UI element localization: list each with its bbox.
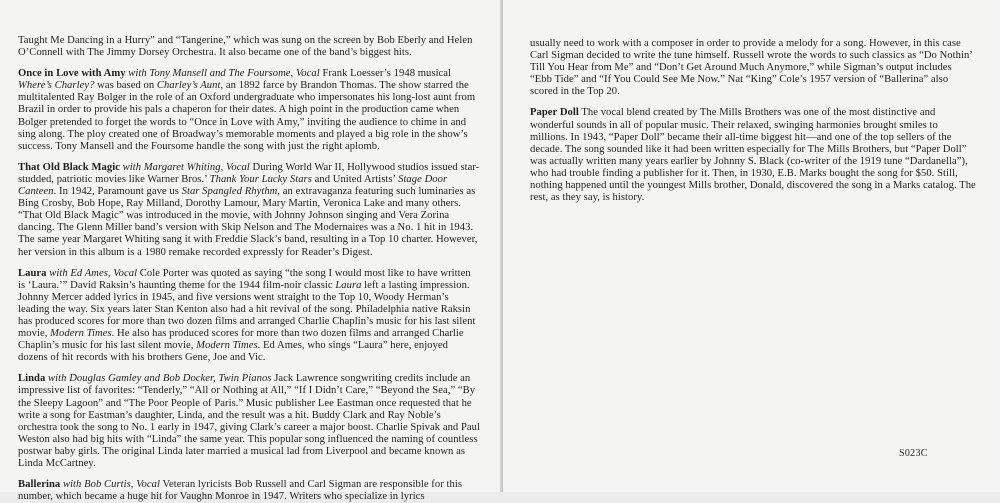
body-text: usually need to work with a composer in order to provide a melody for a song. However, in this case Carl Sigman decided to write the tune himself. Russell wrote the words to such classics as “Do Nothin’ Till You Hear from Me” and “Don’t Get Around Much Anymore,” while Sigman’s output includes “Ebb Tide” and “If You Could See Me Now.” Nat “King” Cole’s 1957 version of “Ballerina” also scored in the Top 20. [530, 38, 973, 98]
song-entry [18, 479, 480, 503]
song-title: Ballerina [18, 479, 61, 491]
song-performer: with Margaret Whiting, Vocal [122, 161, 250, 173]
song-title: Paper Doll [530, 107, 579, 119]
italic-title: Stage Door Canteen [18, 173, 448, 198]
catalog-number: S023C [899, 448, 928, 459]
italic-title: Laura [335, 279, 362, 291]
right-page [503, 0, 1000, 492]
body-text: Taught Me Dancing in a Hurry” and “Tangerine,” which was sung on the screen by Bob Eberly and Helen O’Connell with The Jimmy Dorsey Orchestra. It also became one of the band’s biggest hits. [18, 35, 473, 59]
body-text: . Ed Ames, who sings “Laura” here, enjoyed dozens of hit records with his brothers Gene, Joe and Vic. [18, 340, 449, 364]
song-performer: with Tony Mansell and The Foursome, Vocal [128, 68, 320, 80]
italic-title: Where’s Charley? [18, 80, 95, 92]
continued-text [530, 38, 976, 98]
body-text: , an 1892 farce by Brandon Thomas. The show starred the multitalented Ray Bolger in the role of an Oxford undergraduate who impersonates his long-lost aunt from Brazil in order to provide his pals a chaperon for their dates. A high point in the production came when Bolger pretended to forget the words to “Once in Love with Amy,” inviting the audience to chime in and sing along. The ploy created one of Broadway’s memorable moments and played a big role in the show’s success. Tony Mansell and the Foursome handle the song with just the right aplomb. [18, 80, 476, 152]
left-page-entries [18, 35, 480, 503]
song-title: Laura [18, 267, 47, 279]
song-performer: with Ed Ames, Vocal [49, 267, 138, 279]
body-text: Veteran lyricists Bob Russell and Carl Sigman are responsible for this number, which became a huge hit for Vaughn Monroe in 1947. Writers who specialize in lyrics [18, 479, 462, 503]
body-text: . He also has produced scores for more than two dozen films and arranged Charlie Chaplin’s music for his last silent movie, [18, 328, 464, 352]
body-text: Frank Loesser’s 1948 musical [322, 68, 452, 80]
song-performer: with Bob Curtis, Vocal [62, 479, 160, 491]
song-title: That Old Black Magic [18, 161, 120, 173]
song-entry [18, 68, 480, 153]
body-text: left a lasting impression. Johnny Mercer added lyrics in 1945, and five versions went straight to the Top 10, Woody Herman’s leading the way. Six years later Stan Kenton also had a hit revival of the song. Philadelphia native Raksin has produced scores for more than two dozen films and arranged Charlie Chaplin’s music for his last silent movie, [18, 279, 476, 340]
song-entry [18, 373, 480, 470]
song-entry [18, 162, 480, 259]
body-text: and United Artists’ [311, 173, 399, 185]
italic-title: Star Spangled Rhythm [181, 186, 278, 198]
song-title: Linda [18, 373, 46, 385]
italic-title: Modern Times [196, 340, 258, 352]
italic-title: Modern Times [50, 328, 112, 340]
song-title: Once in Love with Amy [18, 68, 126, 80]
body-text: The vocal blend created by The Mills Brothers was one of the most distinctive and wonderful sounds in all of popular music. Their relaxed, swinging harmonies brought smiles to millions. In 1943, “Paper Doll” became their all-time biggest hit—and one of the top sellers of the decade. The song sounded like it had been written especially for The Mills Brothers, but “Paper Doll” was actually written many years earlier by Johnny S. Black (co-writer of the 1919 tune “Dardanella”), who had trouble finding a publisher for it. Then, in 1930, E.B. Marks bought the song for $50. Still, nothing happened until the youngest Mills brother, Donald, discovered the song in a Marks catalog. The rest, as they say, is history. [530, 107, 976, 204]
song-performer: with Douglas Gamley and Bob Docker, Twin Pianos [48, 373, 272, 385]
body-text: Cole Porter was quoted as saying “the song I would most like to have written is ‘Laura.’” David Raksin’s haunting theme for the 1944 film-noir classic [18, 267, 471, 291]
body-text: was based on [94, 80, 157, 92]
continued-text [18, 35, 480, 59]
body-text: , an extravaganza featuring such luminaries as Bing Crosby, Bob Hope, Ray Milland, Dorothy Lamour, Mary Martin, Veronica Lake and many others. “That Old Black Magic” was introduced in the movie, with Johnny Johnson singing and Vera Zorina dancing. The Glenn Miller band’s version with Skip Nelson and The Modernaires was a No. 1 hit in 1943. The same year Margaret Whiting sang it with Freddie Slack’s band, resulting in a Top 10 charter. However, her version in this album is a 1980 remake recorded expressly for Reader’s Digest. [18, 186, 478, 258]
italic-title: Thank Your Lucky Stars [209, 173, 312, 185]
body-text: Jack Lawrence songwriting credits include an impressive list of favorites: “Tenderly,” “All or Nothing at All,” “If I Didn’t Care,” “Beyond the Sea,” “By the Sleepy Lagoon” and “The Poor People of Paris.” Music publisher Lee Eastman once requested that he write a song for Eastman’s daughter, Linda, and the result was a hit. Buddy Clark and Ray Noble’s orchestra took the song to No. 1 early in 1947, giving Clark’s career a major boost. Charlie Spivak and Paul Weston also had big hits with “Linda” the same year. This popular song influenced the naming of countless postwar baby girls. The original Linda later married a musical lad from Liverpool and became known as Linda McCartney. [18, 373, 481, 469]
right-page-entries [530, 38, 976, 204]
song-entry [530, 107, 976, 204]
italic-title: Charley’s Aunt [156, 80, 221, 92]
body-text: During World War II, Hollywood studios issued star-studded, patriotic movies like Warner Bros.’ [18, 161, 480, 185]
body-text: . In 1942, Paramount gave us [53, 186, 182, 198]
song-entry [18, 268, 480, 365]
